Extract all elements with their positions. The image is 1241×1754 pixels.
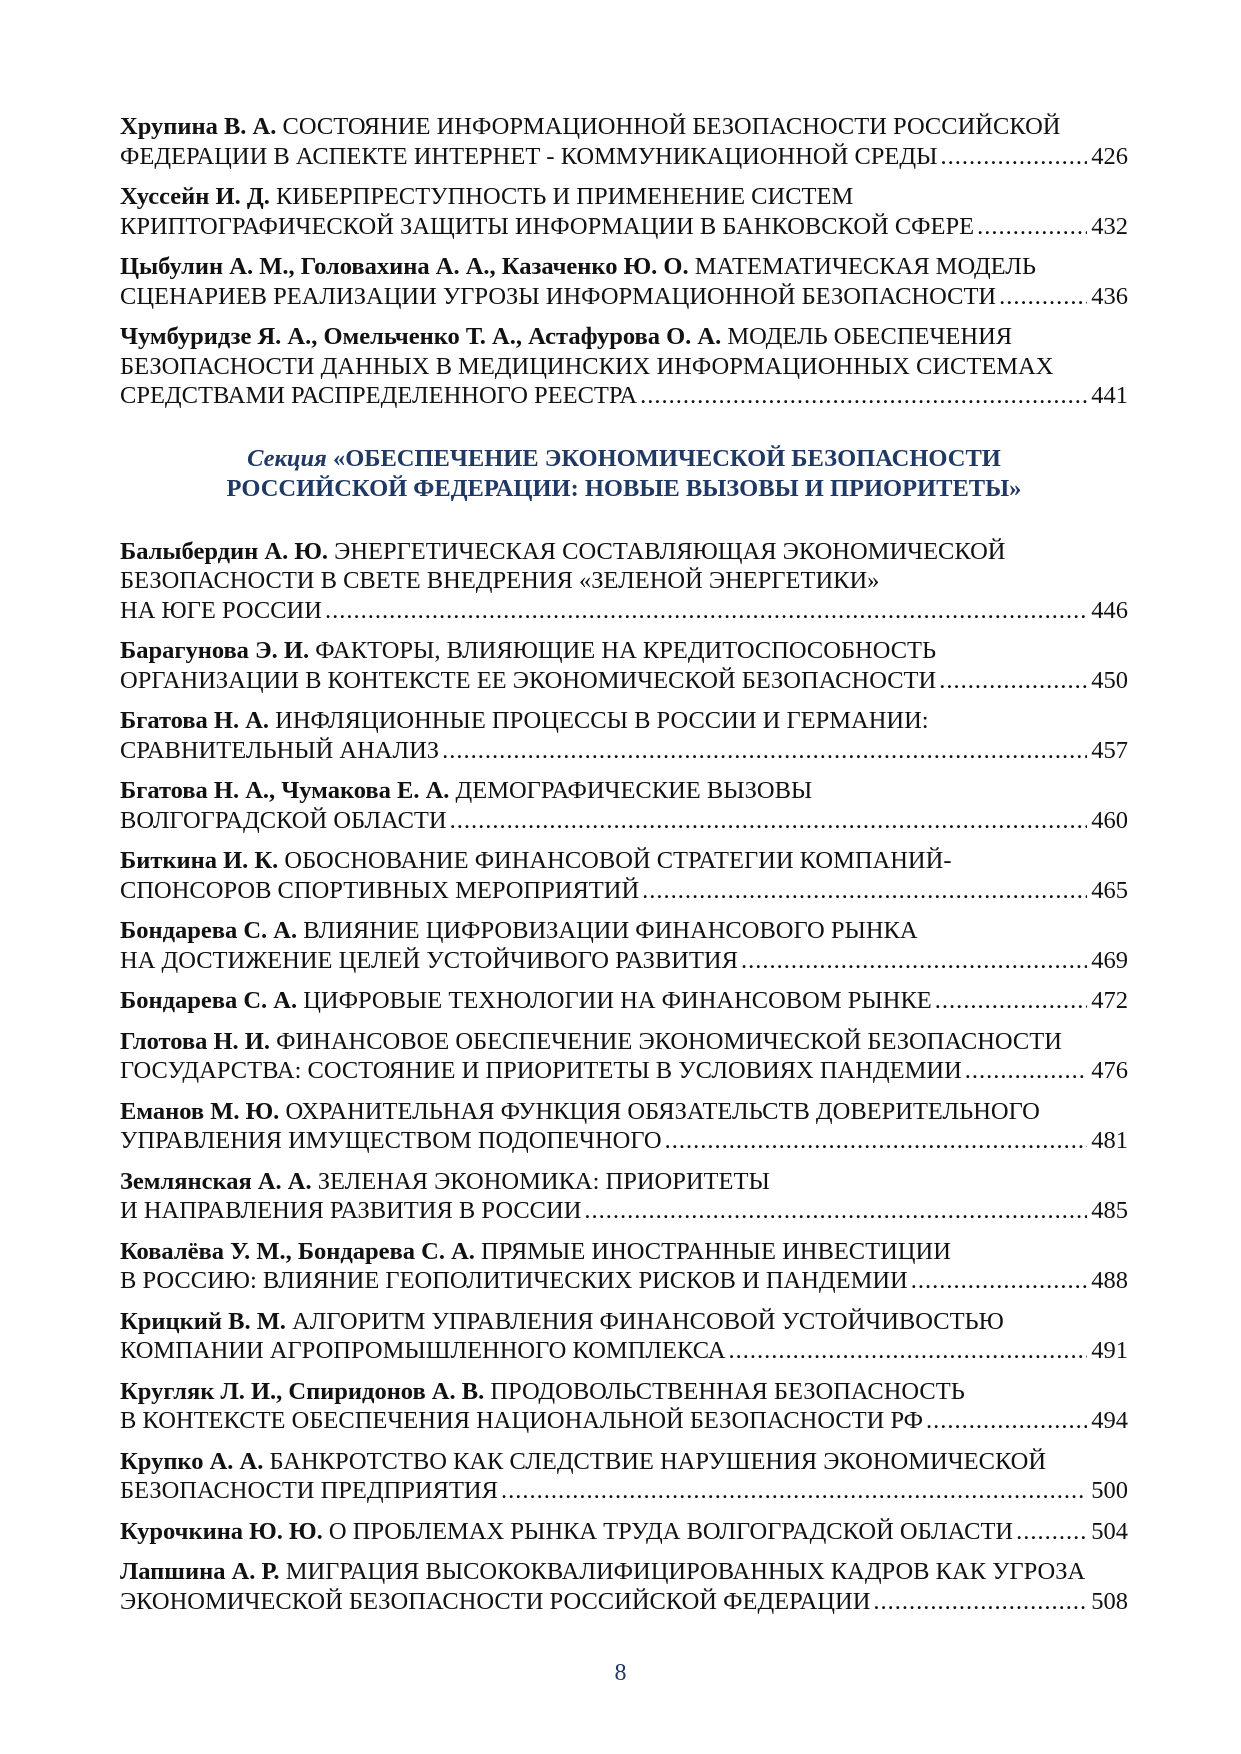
toc-entry-page-number: 436	[1091, 282, 1128, 310]
toc-entry-title-text	[120, 1587, 870, 1617]
toc-entry-page-number: 460	[1091, 806, 1128, 834]
toc-entry-title-line	[120, 352, 1128, 382]
toc-entry-last-line	[120, 282, 1128, 312]
dot-leader	[665, 1126, 1088, 1156]
toc-entry[interactable]	[120, 986, 1128, 1016]
toc-list-top	[120, 112, 1128, 411]
toc-entry-title-line	[120, 1027, 1128, 1057]
toc-entry-title-text: ФАКТОРЫ, ВЛИЯЮЩИЕ НА КРЕДИТОСПОСОБНОСТЬ	[315, 637, 937, 664]
dot-leader	[741, 946, 1087, 976]
toc-entry-page-number: 446	[1091, 596, 1128, 624]
dot-leader	[873, 1587, 1087, 1617]
toc-entry-title-end: И НАПРАВЛЕНИЯ РАЗВИТИЯ В РОССИИ	[120, 1197, 582, 1224]
toc-entry-title-text: ОБОСНОВАНИЕ ФИНАНСОВОЙ СТРАТЕГИИ КОМПАНИЙ-	[284, 847, 952, 874]
toc-entry-title-text	[120, 666, 936, 696]
toc-entry-title-end: ЭКОНОМИЧЕСКОЙ БЕЗОПАСНОСТИ РОССИЙСКОЙ ФЕДЕРАЦИИ	[120, 1587, 871, 1615]
toc-entry[interactable]	[120, 916, 1128, 975]
toc-entry-title-line	[120, 112, 1128, 142]
toc-entry-title-end: В КОНТЕКСТЕ ОБЕСПЕЧЕНИЯ НАЦИОНАЛЬНОЙ БЕЗОПАСНОСТИ РФ	[120, 1407, 924, 1434]
toc-entry-title-text	[120, 1196, 581, 1226]
toc-entry-page-number: 426	[1091, 142, 1128, 170]
toc-entry-title-end: НА ЮГЕ РОССИИ	[120, 596, 322, 624]
toc-entry-title-text: ФИНАНСОВОЕ ОБЕСПЕЧЕНИЕ ЭКОНОМИЧЕСКОЙ БЕЗОПАСНОСТИ	[276, 1027, 1062, 1055]
toc-entry-last-line	[120, 1517, 1128, 1547]
toc-entry[interactable]	[120, 1167, 1128, 1226]
toc-entry-last-line	[120, 596, 1128, 626]
dot-leader	[325, 596, 1087, 626]
toc-entry-title-text	[120, 986, 932, 1016]
toc-entry-title-text	[120, 1517, 1013, 1547]
section-title-line1: «ОБЕСПЕЧЕНИЕ ЭКОНОМИЧЕСКОЙ БЕЗОПАСНОСТИ	[332, 444, 1001, 472]
toc-entry-authors: Хрупина В. А.	[120, 113, 277, 140]
toc-entry-page-number: 441	[1091, 382, 1128, 409]
toc-entry-title-end: СРАВНИТЕЛЬНЫЙ АНАЛИЗ	[120, 736, 440, 764]
page-number: 8	[614, 1660, 627, 1686]
dot-leader	[939, 666, 1087, 696]
toc-entry[interactable]	[120, 636, 1128, 695]
toc-entry-authors: Кругляк Л. И., Спиридонов А. В.	[120, 1377, 485, 1405]
toc-entry-title-end: КРИПТОГРАФИЧЕСКОЙ ЗАЩИТЫ ИНФОРМАЦИИ В БАНКОВСКОЙ СФЕРЕ	[120, 212, 975, 240]
toc-entry-title-end: СПОНСОРОВ СПОРТИВНЫХ МЕРОПРИЯТИЙ	[120, 876, 640, 904]
toc-entry-authors: Лапшина А. Р.	[120, 1558, 280, 1585]
toc-entry-last-line	[120, 1056, 1128, 1086]
toc-entry-title-end: СЦЕНАРИЕВ РЕАЛИЗАЦИИ УГРОЗЫ ИНФОРМАЦИОННОЙ БЕЗОПАСНОСТИ	[120, 282, 997, 310]
toc-entry-title-end: В РОССИЮ: ВЛИЯНИЕ ГЕОПОЛИТИЧЕСКИХ РИСКОВ И ПАНДЕМИИ	[120, 1267, 908, 1294]
dot-leader	[926, 1406, 1087, 1436]
toc-entry-title-end: КОМПАНИИ АГРОПРОМЫШЛЕННОГО КОМПЛЕКСА	[120, 1337, 726, 1364]
toc-entry[interactable]	[120, 1097, 1128, 1156]
toc-entry-last-line	[120, 1336, 1128, 1366]
dot-leader	[501, 1476, 1087, 1506]
toc-entry[interactable]	[120, 846, 1128, 905]
toc-entry-title-text: БЕЗОПАСНОСТИ В СВЕТЕ ВНЕДРЕНИЯ «ЗЕЛЕНОЙ ЭНЕРГЕТИКИ»	[120, 567, 880, 594]
toc-entry-title-text	[120, 1056, 962, 1086]
toc-entry[interactable]	[120, 776, 1128, 835]
toc-entry-page-number: 500	[1091, 1477, 1128, 1504]
dot-leader	[442, 736, 1087, 766]
toc-entry-title-text: КИБЕРПРЕСТУПНОСТЬ И ПРИМЕНЕНИЕ СИСТЕМ	[275, 183, 854, 210]
section-title-line2: РОССИЙСКОЙ ФЕДЕРАЦИИ: НОВЫЕ ВЫЗОВЫ И ПРИОРИТЕТЫ»	[226, 474, 1022, 502]
toc-entry[interactable]	[120, 1447, 1128, 1506]
toc-entry-title-line	[120, 1377, 1128, 1407]
toc-list-bottom	[120, 537, 1128, 1617]
toc-entry-authors: Глотова Н. И.	[120, 1027, 270, 1055]
toc-entry-title-text: ДЕМОГРАФИЧЕСКИЕ ВЫЗОВЫ	[455, 777, 813, 804]
toc-entry-title-text	[120, 1476, 498, 1506]
toc-entry-title-line	[120, 1557, 1128, 1587]
toc-entry[interactable]	[120, 182, 1128, 241]
toc-entry-title-line	[120, 1447, 1128, 1477]
toc-entry-title-line	[120, 322, 1128, 352]
toc-entry-last-line	[120, 1196, 1128, 1226]
toc-entry-title-text	[120, 1126, 662, 1156]
toc-entry-page-number: 465	[1091, 876, 1128, 904]
toc-entry-title-line	[120, 566, 1128, 596]
toc-entry-title-line	[120, 1307, 1128, 1337]
toc-entry-last-line	[120, 736, 1128, 766]
toc-entry[interactable]	[120, 252, 1128, 311]
dot-leader	[729, 1336, 1088, 1366]
toc-entry-title-text	[120, 946, 738, 976]
dot-leader	[450, 806, 1088, 836]
toc-entry-title-line	[120, 916, 1128, 946]
toc-entry-title-text: ВЛИЯНИЕ ЦИФРОВИЗАЦИИ ФИНАНСОВОГО РЫНКА	[303, 917, 918, 944]
toc-entry-title-line	[120, 252, 1128, 282]
toc-entry-title-text: МИГРАЦИЯ ВЫСОКОКВАЛИФИЦИРОВАННЫХ КАДРОВ КАК УГРОЗА	[285, 1558, 1086, 1585]
toc-entry-page-number: 504	[1091, 1517, 1128, 1545]
toc-entry-page-number: 491	[1091, 1337, 1128, 1364]
toc-entry[interactable]	[120, 1307, 1128, 1366]
toc-entry-title-text	[120, 1406, 923, 1436]
toc-entry-title-line	[120, 776, 1128, 806]
toc-page	[120, 112, 1128, 1627]
toc-entry-title-line	[120, 182, 1128, 212]
toc-entry-authors: Бгатова Н. А., Чумакова Е. А.	[120, 777, 450, 804]
toc-entry-page-number: 488	[1091, 1267, 1128, 1294]
toc-entry-title-text	[120, 1336, 726, 1366]
toc-entry-authors: Крицкий В. М.	[120, 1307, 286, 1335]
toc-entry-title-text: АЛГОРИТМ УПРАВЛЕНИЯ ФИНАНСОВОЙ УСТОЙЧИВОСТЬЮ	[292, 1307, 1004, 1335]
toc-entry-title-line	[120, 1237, 1128, 1267]
dot-leader	[584, 1196, 1087, 1226]
toc-entry-page-number: 476	[1091, 1057, 1128, 1084]
toc-entry-title-line	[120, 846, 1128, 876]
toc-entry-last-line	[120, 381, 1128, 411]
toc-entry-title-text: БАНКРОТСТВО КАК СЛЕДСТВИЕ НАРУШЕНИЯ ЭКОНОМИЧЕСКОЙ	[269, 1447, 1047, 1475]
toc-entry-page-number: 450	[1091, 666, 1128, 694]
toc-entry-last-line	[120, 1406, 1128, 1436]
toc-entry[interactable]	[120, 1517, 1128, 1547]
section-prefix: Секция	[247, 444, 327, 472]
toc-entry-title-text: ПРОДОВОЛЬСТВЕННАЯ БЕЗОПАСНОСТЬ	[490, 1377, 965, 1405]
toc-entry-last-line	[120, 1587, 1128, 1617]
toc-entry-page-number: 432	[1091, 212, 1128, 240]
toc-entry[interactable]	[120, 537, 1128, 626]
dot-leader	[911, 1266, 1088, 1296]
toc-entry-title-line	[120, 1167, 1128, 1197]
dot-leader	[940, 142, 1087, 172]
toc-entry[interactable]	[120, 1237, 1128, 1296]
toc-entry-title-text	[120, 142, 937, 172]
toc-entry-last-line	[120, 666, 1128, 696]
toc-entry-title-text	[120, 381, 637, 411]
dot-leader	[642, 876, 1087, 906]
toc-entry-title-line	[120, 1097, 1128, 1127]
toc-entry-page-number: 472	[1091, 987, 1128, 1014]
toc-entry-authors: Чумбуридзе Я. А., Омельченко Т. А., Астафурова О. А.	[120, 323, 722, 350]
toc-entry-page-number: 481	[1091, 1127, 1128, 1154]
toc-entry-title-text: МАТЕМАТИЧЕСКАЯ МОДЕЛЬ	[694, 253, 1036, 280]
toc-entry-title-end: СРЕДСТВАМИ РАСПРЕДЕЛЕННОГО РЕЕСТРА	[120, 382, 638, 409]
toc-entry-last-line	[120, 876, 1128, 906]
toc-entry-authors: Цыбулин А. М., Головахина А. А., Казаченко Ю. О.	[120, 253, 689, 280]
toc-entry-title-text: БЕЗОПАСНОСТИ ДАННЫХ В МЕДИЦИНСКИХ ИНФОРМАЦИОННЫХ СИСТЕМАХ	[120, 352, 1054, 380]
toc-entry-title-end: БЕЗОПАСНОСТИ ПРЕДПРИЯТИЯ	[120, 1477, 498, 1504]
toc-entry-title-text: СОСТОЯНИЕ ИНФОРМАЦИОННОЙ БЕЗОПАСНОСТИ РОССИЙСКОЙ	[282, 113, 1061, 140]
toc-entry-authors: Бондарева С. А.	[120, 987, 298, 1014]
toc-entry-title-text	[120, 596, 322, 626]
toc-entry-authors: Бондарева С. А.	[120, 917, 298, 944]
toc-entry-last-line	[120, 806, 1128, 836]
toc-entry-title-text: ЗЕЛЕНАЯ ЭКОНОМИКА: ПРИОРИТЕТЫ	[317, 1167, 770, 1195]
toc-entry-title-line	[120, 706, 1128, 736]
toc-entry-authors: Барагунова Э. И.	[120, 637, 310, 664]
toc-entry-title-text	[120, 212, 974, 242]
toc-entry-title-end: УПРАВЛЕНИЯ ИМУЩЕСТВОМ ПОДОПЕЧНОГО	[120, 1127, 662, 1154]
toc-entry-title-line	[120, 636, 1128, 666]
toc-entry-page-number: 494	[1091, 1407, 1128, 1434]
toc-entry-title-end: ОРГАНИЗАЦИИ В КОНТЕКСТЕ ЕЕ ЭКОНОМИЧЕСКОЙ БЕЗОПАСНОСТИ	[120, 666, 937, 694]
toc-entry-last-line	[120, 1266, 1128, 1296]
dot-leader	[640, 381, 1087, 411]
toc-entry-title-text: ПРЯМЫЕ ИНОСТРАННЫЕ ИНВЕСТИЦИИ	[481, 1237, 951, 1265]
toc-entry-last-line	[120, 986, 1128, 1016]
dot-leader	[977, 212, 1087, 242]
toc-entry[interactable]	[120, 1027, 1128, 1086]
section-heading-line1	[120, 444, 1128, 474]
toc-entry[interactable]	[120, 1557, 1128, 1616]
toc-entry-title-text: МОДЕЛЬ ОБЕСПЕЧЕНИЯ	[727, 323, 1013, 350]
toc-entry[interactable]	[120, 706, 1128, 765]
toc-entry-title-text	[120, 876, 639, 906]
toc-entry-page-number: 508	[1091, 1587, 1128, 1615]
toc-entry-title-end: ФЕДЕРАЦИИ В АСПЕКТЕ ИНТЕРНЕТ - КОММУНИКАЦИОННОЙ СРЕДЫ	[120, 142, 938, 170]
toc-entry-title-text	[120, 282, 996, 312]
toc-entry[interactable]	[120, 1377, 1128, 1436]
toc-entry-title-end: О ПРОБЛЕМАХ РЫНКА ТРУДА ВОЛГОГРАДСКОЙ ОБЛАСТИ	[328, 1517, 1014, 1545]
toc-entry-last-line	[120, 1476, 1128, 1506]
toc-entry-page-number: 457	[1091, 736, 1128, 764]
toc-entry[interactable]	[120, 322, 1128, 411]
section-heading	[120, 444, 1128, 504]
toc-entry-authors: Крупко А. А.	[120, 1447, 264, 1475]
toc-entry-last-line	[120, 1126, 1128, 1156]
toc-entry-title-text: ЭНЕРГЕТИЧЕСКАЯ СОСТАВЛЯЮЩАЯ ЭКОНОМИЧЕСКОЙ	[334, 537, 1006, 565]
toc-entry-last-line	[120, 142, 1128, 172]
toc-entry-page-number: 485	[1091, 1197, 1128, 1224]
toc-entry-title-text	[120, 1266, 908, 1296]
toc-entry-title-end: НА ДОСТИЖЕНИЕ ЦЕЛЕЙ УСТОЙЧИВОГО РАЗВИТИЯ	[120, 946, 738, 974]
toc-entry-title-text: ОХРАНИТЕЛЬНАЯ ФУНКЦИЯ ОБЯЗАТЕЛЬСТВ ДОВЕРИТЕЛЬНОГО	[285, 1097, 1040, 1125]
toc-entry-authors: Биткина И. К.	[120, 847, 279, 874]
toc-entry[interactable]	[120, 112, 1128, 171]
toc-entry-title-line	[120, 537, 1128, 567]
dot-leader	[935, 986, 1088, 1016]
toc-entry-title-text	[120, 806, 447, 836]
toc-entry-authors: Ковалёва У. М., Бондарева С. А.	[120, 1237, 475, 1265]
toc-entry-last-line	[120, 946, 1128, 976]
toc-entry-title-text	[120, 736, 439, 766]
toc-entry-authors: Бгатова Н. А.	[120, 707, 270, 734]
dot-leader	[1016, 1517, 1087, 1547]
toc-entry-authors: Курочкина Ю. Ю.	[120, 1517, 323, 1545]
toc-entry-title-text: ИНФЛЯЦИОННЫЕ ПРОЦЕССЫ В РОССИИ И ГЕРМАНИИ:	[275, 707, 929, 734]
toc-entry-page-number: 469	[1091, 946, 1128, 974]
toc-entry-title-end: ВОЛГОГРАДСКОЙ ОБЛАСТИ	[120, 806, 447, 834]
toc-entry-authors: Землянская А. А.	[120, 1167, 312, 1195]
toc-entry-authors: Хуссейн И. Д.	[120, 183, 270, 210]
toc-entry-authors: Балыбердин А. Ю.	[120, 537, 329, 565]
dot-leader	[999, 282, 1087, 312]
dot-leader	[965, 1056, 1087, 1086]
toc-entry-authors: Еманов М. Ю.	[120, 1097, 280, 1125]
toc-entry-title-end: ГОСУДАРСТВА: СОСТОЯНИЕ И ПРИОРИТЕТЫ В УСЛОВИЯХ ПАНДЕМИИ	[120, 1057, 962, 1084]
toc-entry-last-line	[120, 212, 1128, 242]
toc-entry-title-end: ЦИФРОВЫЕ ТЕХНОЛОГИИ НА ФИНАНСОВОМ РЫНКЕ	[303, 987, 932, 1014]
